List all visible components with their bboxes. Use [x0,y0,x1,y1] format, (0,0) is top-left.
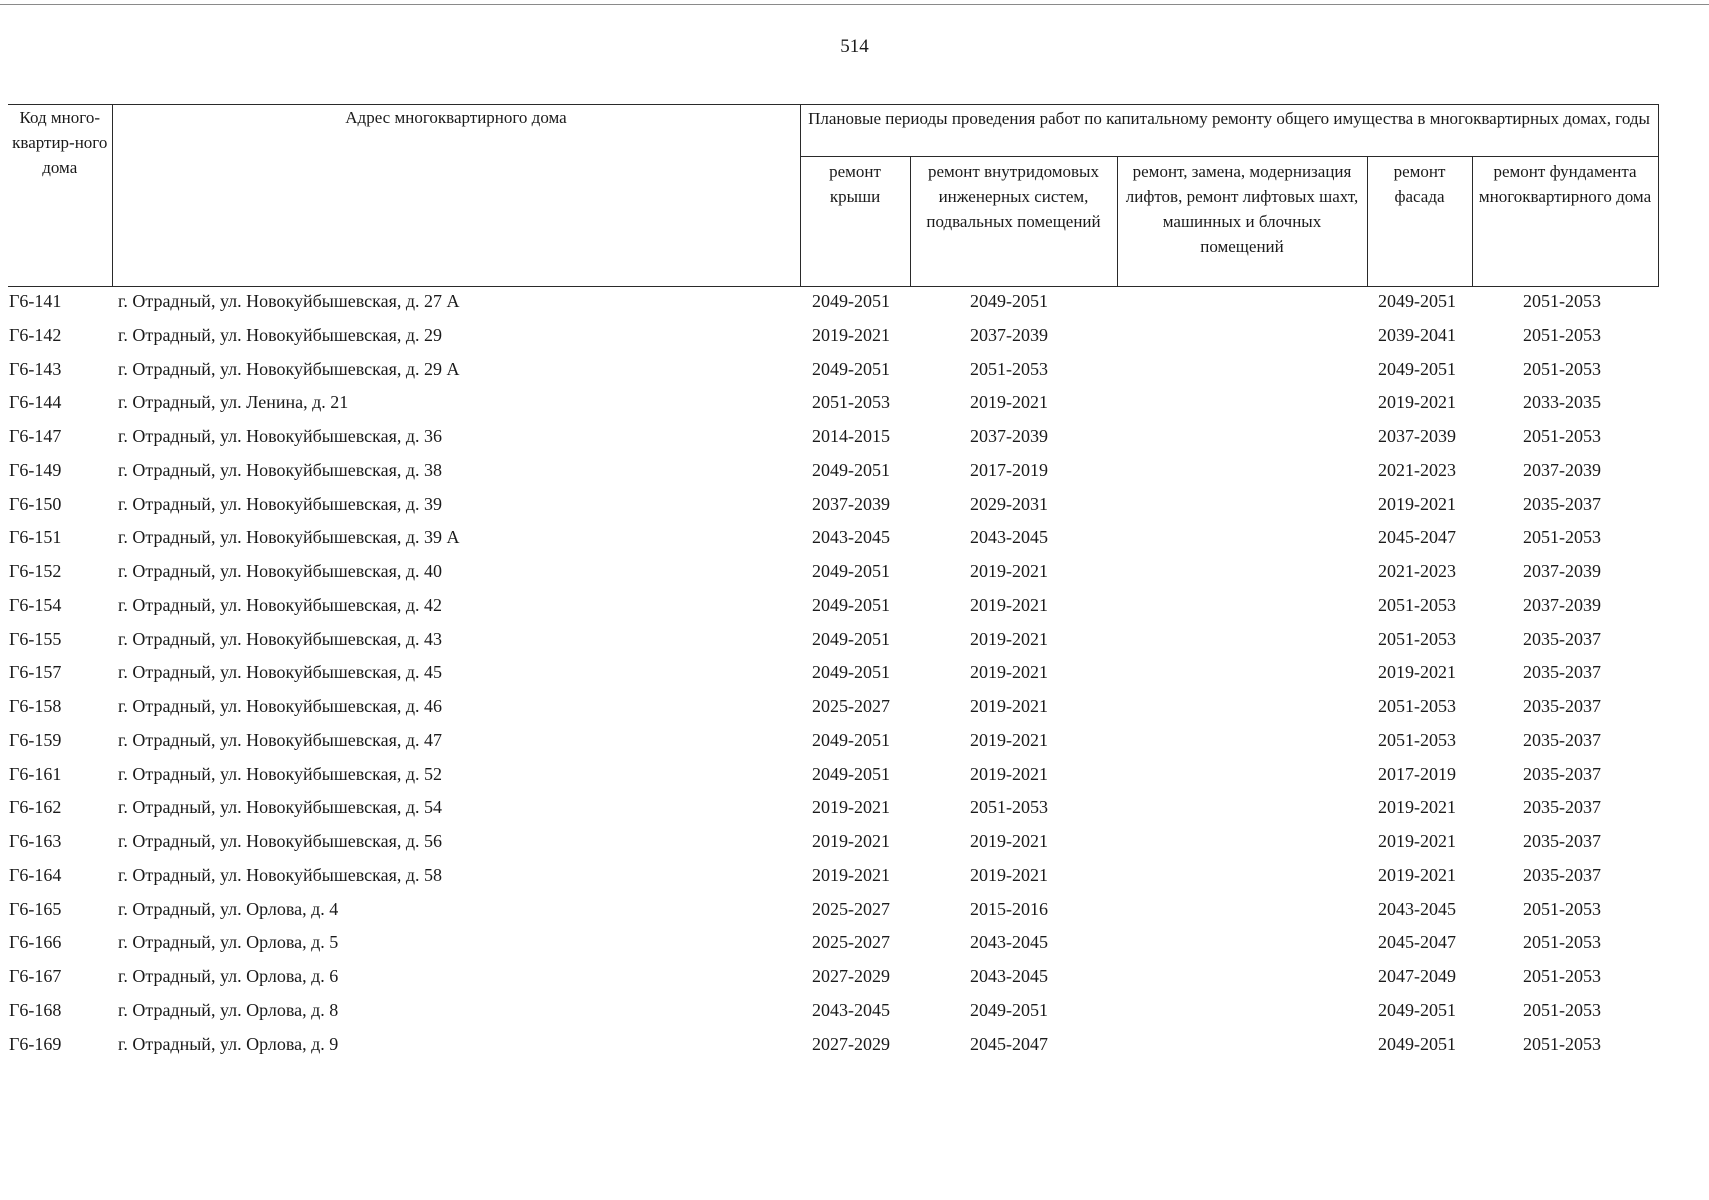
table-row [0,962,1709,996]
cell-foundation: 2037-2039 [1523,561,1601,581]
table-row [0,591,1709,625]
cell-address: г. Отрадный, ул. Новокуйбышевская, д. 43 [118,628,443,649]
cell-address: г. Отрадный, ул. Новокуйбышевская, д. 40 [118,561,443,581]
header-code: Код много-квартир-ного дома [8,105,112,287]
cell-address: г. Отрадный, ул. Новокуйбышевская, д. 47 [118,729,443,750]
cell-facade: 2049-2051 [1378,999,1456,1020]
cell-code: Г6-164 [9,864,62,885]
cell-roof: 2025-2027 [812,898,890,919]
cell-foundation: 2035-2037 [1523,864,1601,885]
cell-roof: 2049-2051 [812,628,890,649]
cell-engineering: 2037-2039 [970,426,1048,446]
cell-code: Г6-142 [9,324,62,345]
table-header [8,104,1659,287]
cell-roof: 2043-2045 [812,527,890,548]
cell-address: г. Отрадный, ул. Орлова, д. 6 [118,966,339,986]
cell-facade: 2051-2053 [1378,628,1456,649]
table-row [0,490,1709,524]
cell-foundation: 2051-2053 [1523,291,1601,311]
cell-facade: 2039-2041 [1378,324,1456,345]
cell-facade: 2021-2023 [1378,459,1456,480]
cell-code: Г6-169 [9,1033,62,1054]
cell-facade: 2051-2053 [1378,729,1456,750]
cell-engineering: 2029-2031 [970,493,1048,514]
table-row [0,355,1709,389]
cell-engineering: 2043-2045 [970,966,1048,986]
cell-foundation: 2037-2039 [1523,594,1601,615]
cell-code: Г6-144 [9,392,62,413]
cell-engineering: 2051-2053 [970,797,1048,818]
cell-code: Г6-158 [9,696,62,716]
cell-code: Г6-163 [9,831,62,851]
cell-facade: 2043-2045 [1378,898,1456,919]
cell-address: г. Отрадный, ул. Орлова, д. 5 [118,932,339,953]
table-row [0,388,1709,422]
cell-roof: 2027-2029 [812,1033,890,1054]
cell-facade: 2019-2021 [1378,831,1456,851]
cell-facade: 2019-2021 [1378,864,1456,885]
table-row [0,760,1709,794]
cell-engineering: 2051-2053 [970,358,1048,379]
cell-facade: 2049-2051 [1378,291,1456,311]
cell-engineering: 2019-2021 [970,628,1048,649]
header-facade: ремонт фасада [1367,157,1472,287]
cell-code: Г6-162 [9,797,62,818]
cell-facade: 2045-2047 [1378,932,1456,953]
table-row [0,422,1709,456]
cell-code: Г6-141 [9,291,62,311]
cell-code: Г6-157 [9,662,62,683]
cell-roof: 2037-2039 [812,493,890,514]
header-elevators: ремонт, замена, модернизация лифтов, ремонт лифтовых шахт, машинных и блочных помещений [1117,157,1367,287]
cell-engineering: 2037-2039 [970,324,1048,345]
cell-address: г. Отрадный, ул. Новокуйбышевская, д. 58 [118,864,443,885]
cell-roof: 2025-2027 [812,696,890,716]
cell-roof: 2043-2045 [812,999,890,1020]
cell-roof: 2049-2051 [812,561,890,581]
cell-foundation: 2035-2037 [1523,493,1601,514]
cell-foundation: 2035-2037 [1523,729,1601,750]
cell-address: г. Отрадный, ул. Ленина, д. 21 [118,392,349,413]
table-body [0,287,1709,1063]
cell-roof: 2049-2051 [812,459,890,480]
cell-facade: 2019-2021 [1378,493,1456,514]
cell-address: г. Отрадный, ул. Новокуйбышевская, д. 39 А [118,527,460,548]
table-row [0,625,1709,659]
cell-roof: 2019-2021 [812,831,890,851]
cell-engineering: 2019-2021 [970,594,1048,615]
cell-code: Г6-151 [9,527,62,548]
cell-code: Г6-165 [9,898,62,919]
cell-address: г. Отрадный, ул. Новокуйбышевская, д. 42 [118,594,443,615]
cell-foundation: 2035-2037 [1523,797,1601,818]
cell-foundation: 2035-2037 [1523,628,1601,649]
cell-engineering: 2019-2021 [970,831,1048,851]
cell-roof: 2049-2051 [812,291,890,311]
cell-roof: 2025-2027 [812,932,890,953]
cell-facade: 2047-2049 [1378,966,1456,986]
cell-code: Г6-161 [9,763,62,784]
cell-foundation: 2051-2053 [1523,426,1601,446]
cell-address: г. Отрадный, ул. Орлова, д. 8 [118,999,339,1020]
header-roof: ремонт крыши [800,157,910,287]
table-row [0,1030,1709,1064]
cell-facade: 2017-2019 [1378,763,1456,784]
cell-roof: 2019-2021 [812,797,890,818]
cell-roof: 2049-2051 [812,729,890,750]
cell-code: Г6-150 [9,493,62,514]
cell-roof: 2049-2051 [812,358,890,379]
cell-engineering: 2019-2021 [970,763,1048,784]
cell-foundation: 2037-2039 [1523,459,1601,480]
cell-facade: 2049-2051 [1378,358,1456,379]
cell-facade: 2037-2039 [1378,426,1456,446]
cell-engineering: 2019-2021 [970,729,1048,750]
cell-foundation: 2035-2037 [1523,831,1601,851]
cell-address: г. Отрадный, ул. Новокуйбышевская, д. 46 [118,696,443,716]
cell-address: г. Отрадный, ул. Новокуйбышевская, д. 39 [118,493,443,514]
cell-roof: 2051-2053 [812,392,890,413]
table-row [0,996,1709,1030]
header-address: Адрес многоквартирного дома [112,105,800,287]
table-row [0,726,1709,760]
cell-roof: 2027-2029 [812,966,890,986]
table-row [0,523,1709,557]
cell-code: Г6-159 [9,729,62,750]
cell-address: г. Отрадный, ул. Новокуйбышевская, д. 54 [118,797,443,818]
cell-facade: 2045-2047 [1378,527,1456,548]
scan-border-line [0,4,1709,5]
cell-engineering: 2049-2051 [970,999,1048,1020]
cell-address: г. Отрадный, ул. Орлова, д. 9 [118,1033,339,1054]
table-row [0,793,1709,827]
cell-foundation: 2033-2035 [1523,392,1601,413]
cell-foundation: 2051-2053 [1523,966,1601,986]
cell-address: г. Отрадный, ул. Новокуйбышевская, д. 29 [118,324,443,345]
cell-roof: 2049-2051 [812,594,890,615]
cell-foundation: 2051-2053 [1523,324,1601,345]
cell-foundation: 2051-2053 [1523,999,1601,1020]
cell-address: г. Отрадный, ул. Новокуйбышевская, д. 36 [118,426,443,446]
cell-code: Г6-168 [9,999,62,1020]
cell-foundation: 2035-2037 [1523,662,1601,683]
cell-roof: 2049-2051 [812,662,890,683]
cell-foundation: 2035-2037 [1523,696,1601,716]
cell-facade: 2019-2021 [1378,662,1456,683]
cell-foundation: 2051-2053 [1523,358,1601,379]
table-row [0,456,1709,490]
cell-code: Г6-147 [9,426,62,446]
cell-address: г. Отрадный, ул. Новокуйбышевская, д. 38 [118,459,443,480]
cell-facade: 2051-2053 [1378,594,1456,615]
page-number: 514 [840,36,869,57]
cell-code: Г6-155 [9,628,62,649]
table-row [0,692,1709,726]
header-engineering: ремонт внутридомовых инженерных систем, подвальных помещений [910,157,1117,287]
cell-roof: 2014-2015 [812,426,890,446]
cell-engineering: 2019-2021 [970,561,1048,581]
cell-address: г. Отрадный, ул. Новокуйбышевская, д. 52 [118,763,443,784]
table-row [0,557,1709,591]
cell-engineering: 2049-2051 [970,291,1048,311]
cell-engineering: 2019-2021 [970,392,1048,413]
cell-code: Г6-152 [9,561,62,581]
header-foundation: ремонт фундамента многоквартирного дома [1472,157,1658,287]
cell-address: г. Отрадный, ул. Орлова, д. 4 [118,898,339,919]
cell-roof: 2019-2021 [812,864,890,885]
table-row [0,287,1709,321]
cell-code: Г6-143 [9,358,62,379]
table-row [0,827,1709,861]
cell-address: г. Отрадный, ул. Новокуйбышевская, д. 29 А [118,358,460,379]
cell-facade: 2049-2051 [1378,1033,1456,1054]
cell-facade: 2019-2021 [1378,797,1456,818]
table-row [0,321,1709,355]
cell-address: г. Отрадный, ул. Новокуйбышевская, д. 27 А [118,291,460,311]
cell-foundation: 2035-2037 [1523,763,1601,784]
cell-roof: 2019-2021 [812,324,890,345]
cell-engineering: 2017-2019 [970,459,1048,480]
cell-code: Г6-149 [9,459,62,480]
cell-facade: 2021-2023 [1378,561,1456,581]
cell-code: Г6-154 [9,594,62,615]
cell-engineering: 2045-2047 [970,1033,1048,1054]
cell-facade: 2019-2021 [1378,392,1456,413]
cell-address: г. Отрадный, ул. Новокуйбышевская, д. 56 [118,831,443,851]
cell-code: Г6-166 [9,932,62,953]
table-row [0,928,1709,962]
table-row [0,658,1709,692]
cell-engineering: 2019-2021 [970,696,1048,716]
cell-foundation: 2051-2053 [1523,1033,1601,1054]
cell-engineering: 2019-2021 [970,864,1048,885]
cell-engineering: 2019-2021 [970,662,1048,683]
cell-engineering: 2015-2016 [970,898,1048,919]
cell-address: г. Отрадный, ул. Новокуйбышевская, д. 45 [118,662,443,683]
cell-code: Г6-167 [9,966,62,986]
table-row [0,861,1709,895]
header-planned-periods: Плановые периоды проведения работ по капитальному ремонту общего имущества в многоквартирных домах, годы [800,105,1658,157]
cell-roof: 2049-2051 [812,763,890,784]
cell-foundation: 2051-2053 [1523,898,1601,919]
cell-foundation: 2051-2053 [1523,527,1601,548]
table-row [0,895,1709,929]
cell-foundation: 2051-2053 [1523,932,1601,953]
cell-facade: 2051-2053 [1378,696,1456,716]
cell-engineering: 2043-2045 [970,527,1048,548]
cell-engineering: 2043-2045 [970,932,1048,953]
